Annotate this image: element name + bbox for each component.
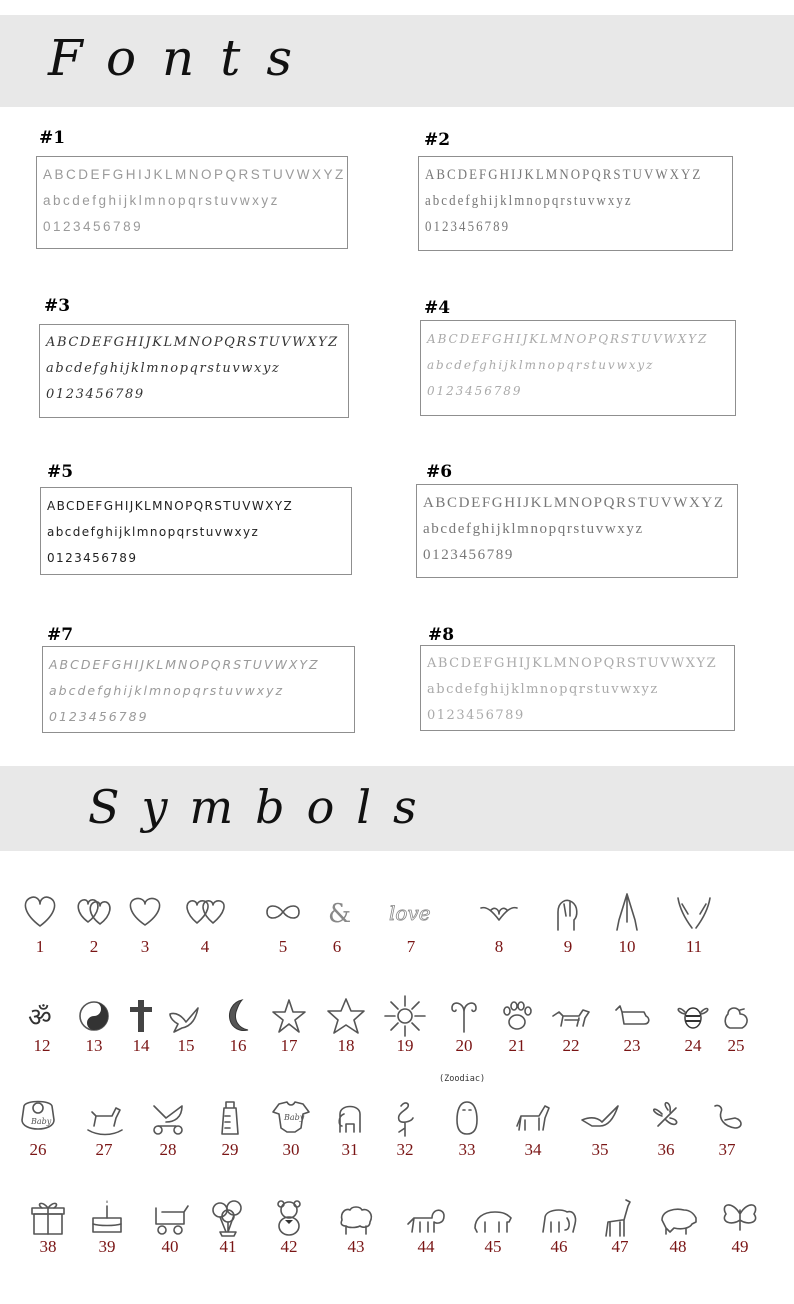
font-uppercase: ABCDEFGHIJKLMNOPQRSTUVWXYZ xyxy=(47,499,294,513)
lion-icon xyxy=(404,1196,448,1240)
symbol-number: 49 xyxy=(731,1237,749,1256)
font-label: #6 xyxy=(426,462,453,482)
cross-icon xyxy=(119,994,163,1038)
symbol-number: 40 xyxy=(161,1237,179,1256)
symbol-number: 44 xyxy=(417,1237,435,1256)
rocking-horse-icon xyxy=(82,1096,126,1140)
goose-icon xyxy=(705,1096,749,1140)
symbol-number: 25 xyxy=(727,1036,745,1055)
svg-text:Baby: Baby xyxy=(31,1117,52,1126)
giraffe-icon xyxy=(598,1196,642,1240)
dove-icon xyxy=(164,994,208,1038)
sun-rays-icon xyxy=(383,994,427,1038)
symbol-number: 14 xyxy=(132,1036,150,1055)
symbol-number: 43 xyxy=(347,1237,365,1256)
font-digits: 0123456789 xyxy=(43,219,144,234)
font-lowercase: abcdefghijklmnopqrstuvwxyz xyxy=(49,683,285,698)
font-sample-box[interactable] xyxy=(42,646,355,733)
hands-heart-icon xyxy=(477,890,521,934)
flamingo-icon xyxy=(383,1096,427,1140)
font-digits: 0123456789 xyxy=(425,219,511,235)
elephant-toy-icon xyxy=(328,1096,372,1140)
font-sample-box[interactable] xyxy=(420,645,735,731)
font-label: #2 xyxy=(424,130,451,150)
font-lowercase: abcdefghijklmnopqrstuvwxyz xyxy=(425,193,633,209)
symbol-number: 28 xyxy=(159,1140,177,1159)
symbol-number: 13 xyxy=(85,1036,103,1055)
baby-onesie-icon xyxy=(269,1096,313,1140)
font-lowercase: abcdefghijklmnopqrstuvwxyz xyxy=(427,358,655,372)
symbol-number: 45 xyxy=(484,1237,502,1256)
symbols-banner xyxy=(0,766,794,851)
stroller-icon xyxy=(146,1096,190,1140)
symbol-number: 31 xyxy=(341,1140,359,1159)
two-hearts-overlap-icon xyxy=(72,890,116,934)
symbol-number: 41 xyxy=(219,1237,237,1256)
symbol-number: 32 xyxy=(396,1140,414,1159)
symbol-number: 8 xyxy=(494,937,504,956)
font-uppercase: ABCDEFGHIJKLMNOPQRSTUVWXYZ xyxy=(423,495,725,511)
symbol-number: 16 xyxy=(229,1036,247,1055)
font-sample-box[interactable] xyxy=(40,487,352,575)
ampersand-icon xyxy=(315,890,359,934)
symbol-number: 46 xyxy=(550,1237,568,1256)
font-label: #7 xyxy=(47,625,74,645)
font-label: #4 xyxy=(424,298,451,318)
symbol-number: 11 xyxy=(685,937,703,956)
symbol-number: 21 xyxy=(508,1036,526,1055)
penguin-icon xyxy=(445,1096,489,1140)
font-lowercase: abcdefghijklmnopqrstuvwxyz xyxy=(423,521,644,537)
font-sample-box[interactable] xyxy=(416,484,738,578)
symbol-number: 20 xyxy=(455,1036,473,1055)
butterfly-icon xyxy=(718,1196,762,1240)
star-rounded-icon xyxy=(324,994,368,1038)
symbol-number: 36 xyxy=(657,1140,675,1159)
symbol-number: 37 xyxy=(718,1140,736,1159)
heart-outline-icon xyxy=(18,890,62,934)
symbol-number: 4 xyxy=(200,937,210,956)
pram-icon xyxy=(148,1196,192,1240)
crescent-moon-icon xyxy=(216,994,260,1038)
pig-icon xyxy=(656,1196,700,1240)
font-uppercase: ABCDEFGHIJKLMNOPQRSTUVWXYZ xyxy=(49,657,320,672)
dachshund-icon xyxy=(549,994,593,1038)
aries-zodiac-icon xyxy=(442,994,486,1038)
svg-text:ॐ: ॐ xyxy=(28,1003,52,1033)
zodiac-note: (Zoodiac) xyxy=(439,1074,486,1084)
chick-icon xyxy=(714,994,758,1038)
font-digits: 0123456789 xyxy=(47,551,138,565)
symbol-number: 24 xyxy=(684,1036,702,1055)
symbol-number: 6 xyxy=(332,937,342,956)
font-lowercase: abcdefghijklmnopqrstuvwxyz xyxy=(43,193,280,208)
symbol-number: 34 xyxy=(524,1140,542,1159)
font-uppercase: ABCDEFGHIJKLMNOPQRSTUVWXYZ xyxy=(43,167,346,182)
font-uppercase: ABCDEFGHIJKLMNOPQRSTUVWXYZ xyxy=(425,167,703,183)
symbol-number: 42 xyxy=(280,1237,298,1256)
sheep-icon xyxy=(334,1196,378,1240)
love-script-icon xyxy=(389,890,433,934)
star-thin-icon xyxy=(267,994,311,1038)
font-uppercase: ABCDEFGHIJKLMNOPQRSTUVWXYZ xyxy=(427,656,718,671)
balloons-icon xyxy=(206,1196,250,1240)
font-digits: 0123456789 xyxy=(427,708,525,723)
symbol-number: 26 xyxy=(29,1140,47,1159)
symbol-number: 10 xyxy=(618,937,636,956)
symbol-number: 9 xyxy=(563,937,573,956)
bird-flying-icon xyxy=(578,1096,622,1140)
font-sample-box[interactable] xyxy=(420,320,736,416)
font-uppercase: ABCDEFGHIJKLMNOPQRSTUVWXYZ xyxy=(427,332,709,346)
heart-thin-icon xyxy=(123,890,167,934)
symbol-number: 5 xyxy=(278,937,288,956)
symbols-title: Symbols xyxy=(88,780,439,834)
fonts-banner xyxy=(0,15,794,107)
symbol-number: 23 xyxy=(623,1036,641,1055)
bear-icon xyxy=(471,1196,515,1240)
symbol-number: 22 xyxy=(562,1036,580,1055)
symbol-number: 29 xyxy=(221,1140,239,1159)
font-label: #5 xyxy=(47,462,74,482)
om-icon xyxy=(20,994,64,1038)
symbol-number: 3 xyxy=(140,937,150,956)
symbol-number: 1 xyxy=(35,937,45,956)
font-sample-box[interactable] xyxy=(36,156,348,249)
symbol-number: 47 xyxy=(611,1237,629,1256)
fonts-title: Fonts xyxy=(48,29,319,87)
interlinked-hearts-icon xyxy=(183,890,227,934)
font-lowercase: abcdefghijklmnopqrstuvwxyz xyxy=(427,682,659,697)
symbol-number: 15 xyxy=(177,1036,195,1055)
open-hands-icon xyxy=(672,890,716,934)
font-digits: 0123456789 xyxy=(49,709,149,724)
svg-text:Baby: Baby xyxy=(284,1113,305,1122)
font-digits: 0123456789 xyxy=(423,547,514,563)
symbol-number: 19 xyxy=(396,1036,414,1055)
praying-hands-icon xyxy=(605,890,649,934)
font-lowercase: abcdefghijklmnopqrstuvwxyz xyxy=(46,361,281,376)
svg-text:&: & xyxy=(328,899,352,929)
symbol-number: 18 xyxy=(337,1036,355,1055)
font-sample-box[interactable] xyxy=(418,156,733,251)
font-label: #3 xyxy=(44,296,71,316)
holding-hands-icon xyxy=(546,890,590,934)
symbol-number: 2 xyxy=(89,937,99,956)
symbol-number: 7 xyxy=(406,937,416,956)
horse-icon xyxy=(511,1096,555,1140)
cat-icon xyxy=(610,994,654,1038)
symbol-number: 39 xyxy=(98,1237,116,1256)
symbol-number: 30 xyxy=(282,1140,300,1159)
font-sample-box[interactable] xyxy=(39,324,349,418)
symbol-number: 27 xyxy=(95,1140,113,1159)
font-uppercase: ABCDEFGHIJKLMNOPQRSTUVWXYZ xyxy=(46,335,339,350)
birthday-cake-icon xyxy=(85,1196,129,1240)
teddy-bear-icon xyxy=(267,1196,311,1240)
bee-icon xyxy=(671,994,715,1038)
symbol-number: 17 xyxy=(280,1036,298,1055)
symbol-number: 35 xyxy=(591,1140,609,1159)
paw-print-icon xyxy=(495,994,539,1038)
svg-text:love: love xyxy=(389,901,431,925)
gift-box-icon xyxy=(26,1196,70,1240)
baby-bib-icon xyxy=(16,1096,60,1140)
font-label: #1 xyxy=(39,128,66,148)
symbol-number: 12 xyxy=(33,1036,51,1055)
symbol-number: 48 xyxy=(669,1237,687,1256)
baby-bottle-icon xyxy=(208,1096,252,1140)
yin-yang-icon xyxy=(72,994,116,1038)
font-lowercase: abcdefghijklmnopqrstuvwxyz xyxy=(47,525,260,539)
symbol-number: 33 xyxy=(458,1140,476,1159)
symbol-number: 38 xyxy=(39,1237,57,1256)
font-digits: 0123456789 xyxy=(46,387,145,402)
dragonfly-icon xyxy=(644,1096,688,1140)
elephant-icon xyxy=(537,1196,581,1240)
font-label: #8 xyxy=(428,625,455,645)
infinity-icon xyxy=(261,890,305,934)
font-digits: 0123456789 xyxy=(427,384,523,398)
